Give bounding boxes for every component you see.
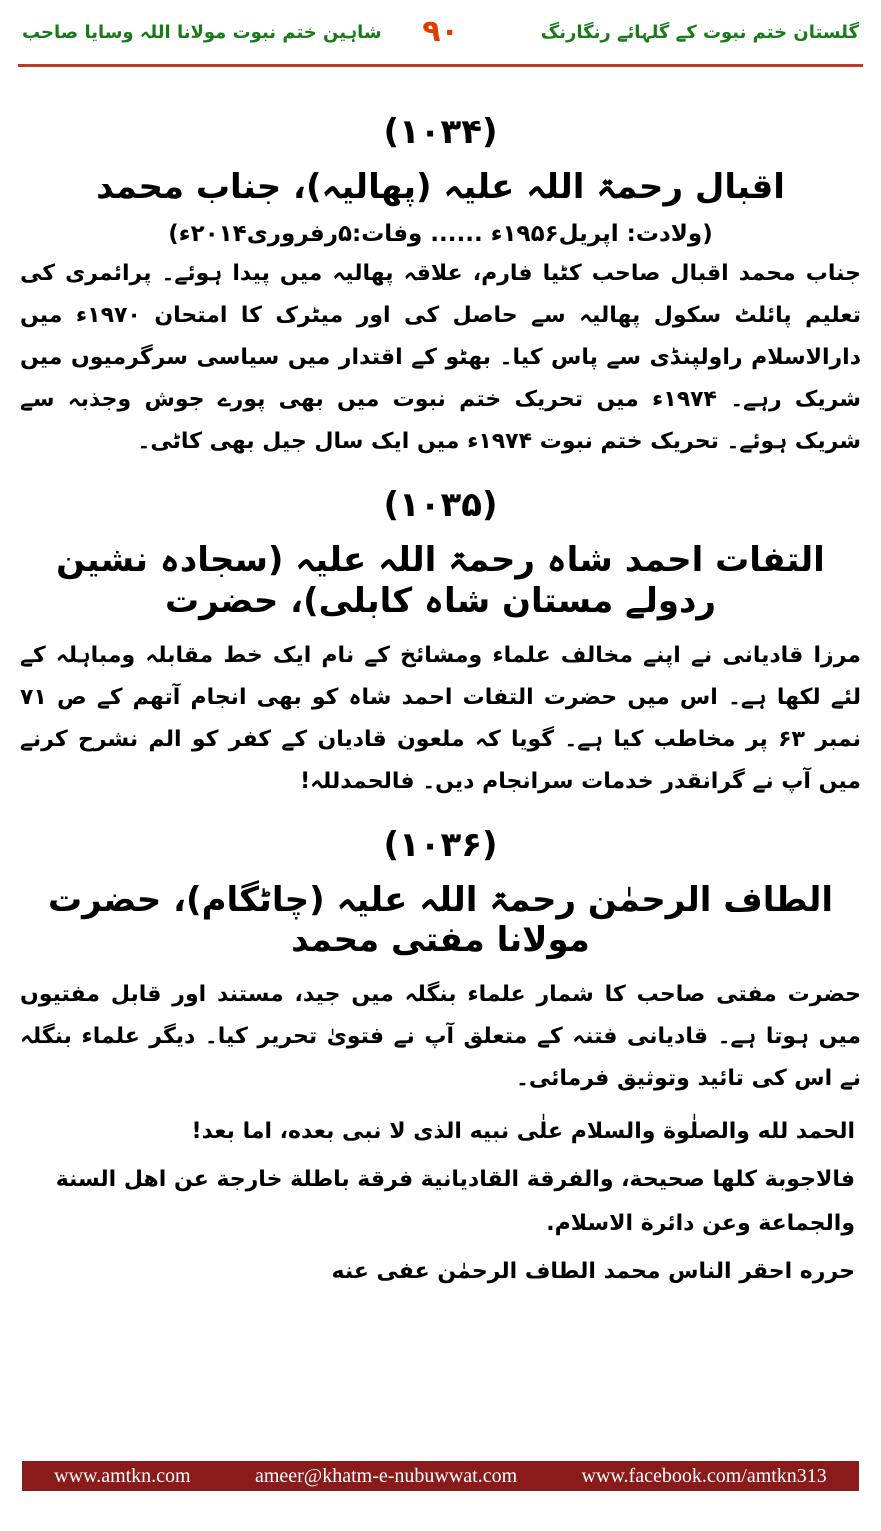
fatwa-body: فالاجوبة كلها صحيحة، والفرقة القاديانية فرقة باطلة خارجة عن اهل السنة والجماعة وعن دائرة الاسلام. — [55, 1167, 855, 1236]
email-link[interactable]: ameer@khatm-e-nubuwwat.com — [254, 1464, 518, 1487]
entry-title: التفات احمد شاہ رحمۃ اللہ علیہ (سجادہ نشین ردولے مستان شاہ کابلی)، حضرت — [56, 540, 825, 621]
page-header — [22, 14, 859, 62]
arabic-fatwa — [20, 1110, 855, 1294]
website-link[interactable]: www.amtkn.com — [54, 1464, 191, 1487]
entry-title: اقبال رحمۃ اللہ علیہ (پھالیہ)، جناب محمد — [96, 167, 785, 207]
header-divider — [18, 64, 863, 67]
page-body — [20, 90, 861, 1298]
fatwa-signature: حرره احقر الناس محمد الطاف الرحمٰن عفى عنه — [331, 1259, 855, 1284]
page-footer — [22, 1461, 859, 1491]
entry-text: حضرت مفتی صاحب کا شمار علماء بنگلہ میں جید، مستند اور قابل مفتیوں میں ہوتا ہے۔ قادیانی فتنہ کے متعلق آپ نے فتویٰ تحریر کیا۔ دیگر علماء بنگلہ نے اس کی تائید وتوثیق فرمائی۔ — [20, 982, 861, 1091]
entry-number: (۱۰۳۶) — [383, 825, 498, 865]
page-number: ۹۰ — [422, 14, 459, 49]
author-name: شاہین ختم نبوت مولانا اللہ وسایا صاحب — [22, 22, 382, 43]
entry-title: الطاف الرحمٰن رحمۃ اللہ علیہ (چاٹگام)، حضرت مولانا مفتی محمد — [47, 880, 834, 960]
facebook-link[interactable]: www.facebook.com/amtkn313 — [581, 1464, 827, 1487]
entry-number: (۱۰۳۵) — [383, 485, 498, 525]
entry-dates: (ولادت: اپریل۱۹۵۶ء ...... وفات:۵رفروری۲۰۱۴ء) — [168, 221, 713, 247]
entry-number: (۱۰۳۴) — [383, 112, 498, 152]
book-title: گلستان ختم نبوت کے گلہائے رنگارنگ — [540, 22, 859, 43]
entry-text: جناب محمد اقبال صاحب کٹیا فارم، علاقہ پھالیہ میں پیدا ہوئے۔ پرائمری کی تعلیم پائلٹ سکول پھالیہ سے حاصل کی اور میٹرک کا امتحان ۱۹۷۰ء میں دارالاسلام راولپنڈی سے پاس کیا۔ بھٹو کے اقتدار میں سیاسی سرگرمیوں میں شریک رہے۔ ۱۹۷۴ء میں تحریک ختم نبوت میں بھی پورے جوش وجذبہ سے شریک ہوئے۔ تحریک ختم نبوت ۱۹۷۴ء میں ایک سال جیل بھی کاٹی۔ — [20, 261, 861, 454]
entry-text: مرزا قادیانی نے اپنے مخالف علماء ومشائخ کے نام ایک خط مقابلہ ومباہلہ کے لئے لکھا ہے۔ اس میں حضرت التفات احمد شاہ کو بھی انجام آتھم کے ص ۷۱ نمبر ۶۳ پر مخاطب کیا ہے۔ گویا کہ ملعون قادیان کے کفر کو الم نشرح کرنے میں آپ نے گرانقدر خدمات سرانجام دیں۔ فالحمدللہ! — [20, 643, 861, 794]
fatwa-opening: الحمد لله والصلٰوة والسلام علٰى نبيه الذی لا نبی بعده، اما بعد! — [191, 1119, 855, 1144]
